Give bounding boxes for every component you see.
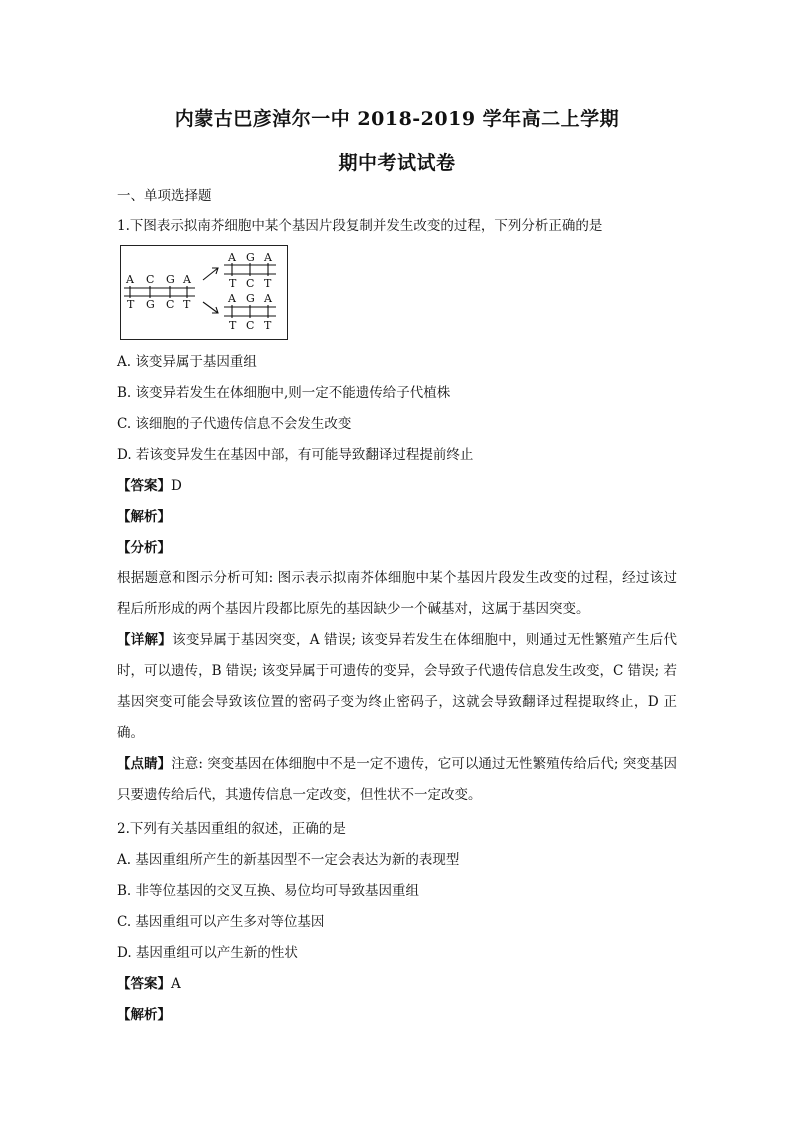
base-left-bottom-1: T [127,298,135,311]
q2-option-c: C. 基因重组可以产生多对等位基因 [117,914,325,930]
base-ru-top-3: A [264,251,272,264]
answer-label: 【答案】 [117,478,171,494]
base-left-bottom-2: G [146,298,155,311]
tip-text: 注意: 突变基因在体细胞中不是一定不遗传，它可以通过无性繁殖传给后代; 突变基因只要遗传给后代，其遗传信息一定改变，但性状不一定改变。 [117,756,677,803]
base-rl-bottom-1: T [229,319,237,332]
q1-jiexi-label: 【解析】 [117,509,171,525]
q1-tip-paragraph [117,749,677,811]
q1-option-c: C. 该细胞的子代遗传信息不会发生改变 [117,416,352,432]
answer-label: 【答案】 [117,976,171,992]
base-rl-bottom-2: C [246,319,255,332]
answer-value: D [171,478,182,494]
base-ru-top-1: A [228,251,236,264]
base-rl-bottom-3: T [264,319,272,332]
base-left-bottom-3: C [166,298,175,311]
detail-text: 该变异属于基因突变，A 错误; 该变异若发生在体细胞中，则通过无性繁殖产生后代时，可以遗传，B 错误; 该变异属于可遗传的变异，会导致子代遗传信息发生改变，C 错误; 若基因突变可能会导致该位置的密码子变为终止密码子，这就会导致翻译过程提取终止，D 正确。 [117,632,677,741]
arrow-up-icon [203,268,218,280]
q1-option-b: B. 该变异若发生在体细胞中,则一定不能遗传给子代植株 [117,385,451,401]
base-rl-top-1: A [228,292,236,305]
document-title: 内蒙古巴彦淖尔一中 2018-2019 学年高二上学期 [174,108,620,130]
base-ru-bottom-3: T [264,277,272,290]
base-rl-top-2: G [246,292,255,305]
dna-diagram-svg [121,246,289,341]
q1-detail-paragraph [117,625,677,749]
question-2-stem: 2.下列有关基因重组的叙述，正确的是 [117,821,346,837]
q2-option-b: B. 非等位基因的交叉互换、易位均可导致基因重组 [117,883,420,899]
answer-value: A [171,976,181,992]
base-left-top-1: A [126,273,134,286]
document-subtitle: 期中考试试卷 [338,152,456,174]
base-left-top-4: A [183,273,191,286]
q1-option-d: D. 若该变异发生在基因中部，有可能导致翻译过程提前终止 [117,447,474,463]
base-ru-bottom-2: C [246,277,255,290]
base-rl-top-3: A [264,292,272,305]
base-left-top-3: G [166,273,175,286]
q1-fenxi-label: 【分析】 [117,540,171,556]
base-left-top-2: C [146,273,155,286]
q1-answer [117,477,182,495]
q1-option-a: A. 该变异属于基因重组 [117,354,257,370]
q2-option-a: A. 基因重组所产生的新基因型不一定会表达为新的表现型 [117,852,460,868]
dna-mutation-diagram [120,245,288,340]
base-ru-top-2: G [246,251,255,264]
detail-label: 【详解】 [117,632,173,648]
q2-answer [117,975,181,993]
question-1-stem: 1.下图表示拟南芥细胞中某个基因片段复制并发生改变的过程，下列分析正确的是 [117,218,603,234]
q2-jiexi-label: 【解析】 [117,1007,171,1023]
q2-option-d: D. 基因重组可以产生新的性状 [117,945,298,961]
tip-label: 【点睛】 [117,756,172,772]
section-heading: 一、单项选择题 [117,188,212,204]
base-ru-bottom-1: T [229,277,237,290]
base-left-bottom-4: T [183,298,191,311]
q1-analysis-paragraph: 根据题意和图示分析可知: 图示表示拟南芥体细胞中某个基因片段发生改变的过程，经过该过程后所形成的两个基因片段都比原先的基因缺少一个碱基对，这属于基因突变。 [117,570,677,617]
